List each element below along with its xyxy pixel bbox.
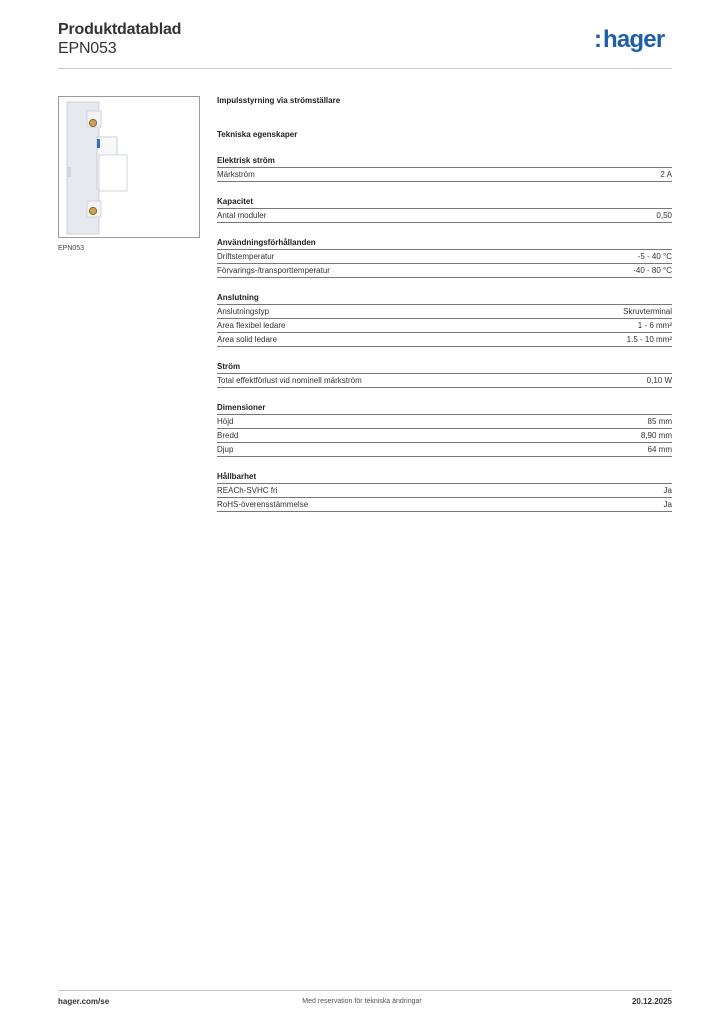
- spec-section: [217, 195, 672, 223]
- image-caption: EPN053: [58, 245, 85, 252]
- product-code: EPN053: [58, 40, 117, 57]
- spec-section: [217, 401, 672, 457]
- spec-label: Märkström: [217, 170, 255, 179]
- spec-section: [217, 154, 672, 182]
- circuit-breaker-module-icon: [59, 97, 199, 237]
- logo-text: hager: [603, 26, 665, 53]
- section-title: Anslutning: [217, 291, 672, 305]
- spec-section: [217, 360, 672, 388]
- spec-row: [217, 209, 672, 223]
- spec-value: 64 mm: [647, 445, 672, 454]
- page-title: Produktdatablad: [58, 21, 182, 38]
- spec-label: Djup: [217, 445, 234, 454]
- spec-value: 0,50: [656, 211, 672, 220]
- technical-heading: Tekniska egenskaper: [217, 130, 298, 139]
- section-title: Ström: [217, 360, 672, 374]
- spec-row: [217, 264, 672, 278]
- spec-value: 0,10 W: [646, 376, 672, 385]
- footer-divider: [58, 990, 672, 991]
- hager-logo: [594, 28, 664, 52]
- spec-label: Area solid ledare: [217, 335, 278, 344]
- section-title: Användningsförhållanden: [217, 236, 672, 250]
- spec-row: [217, 305, 672, 319]
- spec-value: 1 - 6 mm²: [637, 321, 672, 330]
- spec-row: [217, 484, 672, 498]
- spec-row: [217, 415, 672, 429]
- spec-label: REACh-SVHC fri: [217, 486, 278, 495]
- footer-website[interactable]: hager.com/se: [58, 997, 110, 1006]
- spec-value: Ja: [663, 500, 672, 509]
- spec-label: RoHS-överensstämmelse: [217, 500, 309, 509]
- spec-value: 1.5 - 10 mm²: [626, 335, 672, 344]
- spec-row: [217, 429, 672, 443]
- spec-value: -40 - 80 °C: [633, 266, 672, 275]
- spec-value: 8,90 mm: [640, 431, 672, 440]
- spec-value: 85 mm: [647, 417, 672, 426]
- section-title: Hållbarhet: [217, 470, 672, 484]
- spec-value: -5 - 40 °C: [637, 252, 672, 261]
- spec-row: [217, 443, 672, 457]
- spec-row: [217, 374, 672, 388]
- section-title: Kapacitet: [217, 195, 672, 209]
- section-title: Elektrisk ström: [217, 154, 672, 168]
- spec-value: Ja: [663, 486, 672, 495]
- spec-label: Höjd: [217, 417, 234, 426]
- spec-row: [217, 168, 672, 182]
- spec-content: [217, 95, 672, 525]
- spec-label: Total effektförlust vid nominell märkström: [217, 376, 362, 385]
- product-description: Impulsstyrning via strömställare: [217, 96, 341, 105]
- footer-disclaimer: Med reservation för tekniska ändringar: [302, 998, 422, 1005]
- spec-row: [217, 498, 672, 512]
- header-divider: [58, 68, 672, 69]
- spec-label: Anslutningstyp: [217, 307, 270, 316]
- product-image: [58, 96, 200, 238]
- spec-row: [217, 319, 672, 333]
- footer-date: 20.12.2025: [631, 997, 672, 1006]
- spec-row: [217, 250, 672, 264]
- spec-sections: [217, 154, 672, 512]
- spec-row: [217, 333, 672, 347]
- spec-section: [217, 236, 672, 278]
- spec-value: Skruvterminal: [623, 307, 672, 316]
- spec-section: [217, 291, 672, 347]
- spec-label: Förvarings-/transporttemperatur: [217, 266, 330, 275]
- spec-label: Driftstemperatur: [217, 252, 275, 261]
- section-title: Dimensioner: [217, 401, 672, 415]
- spec-value: 2 A: [660, 170, 672, 179]
- spec-label: Area flexibel ledare: [217, 321, 286, 330]
- spec-label: Antal moduler: [217, 211, 267, 220]
- spec-label: Bredd: [217, 431, 239, 440]
- logo-mark-icon: :: [594, 26, 602, 53]
- spec-section: [217, 470, 672, 512]
